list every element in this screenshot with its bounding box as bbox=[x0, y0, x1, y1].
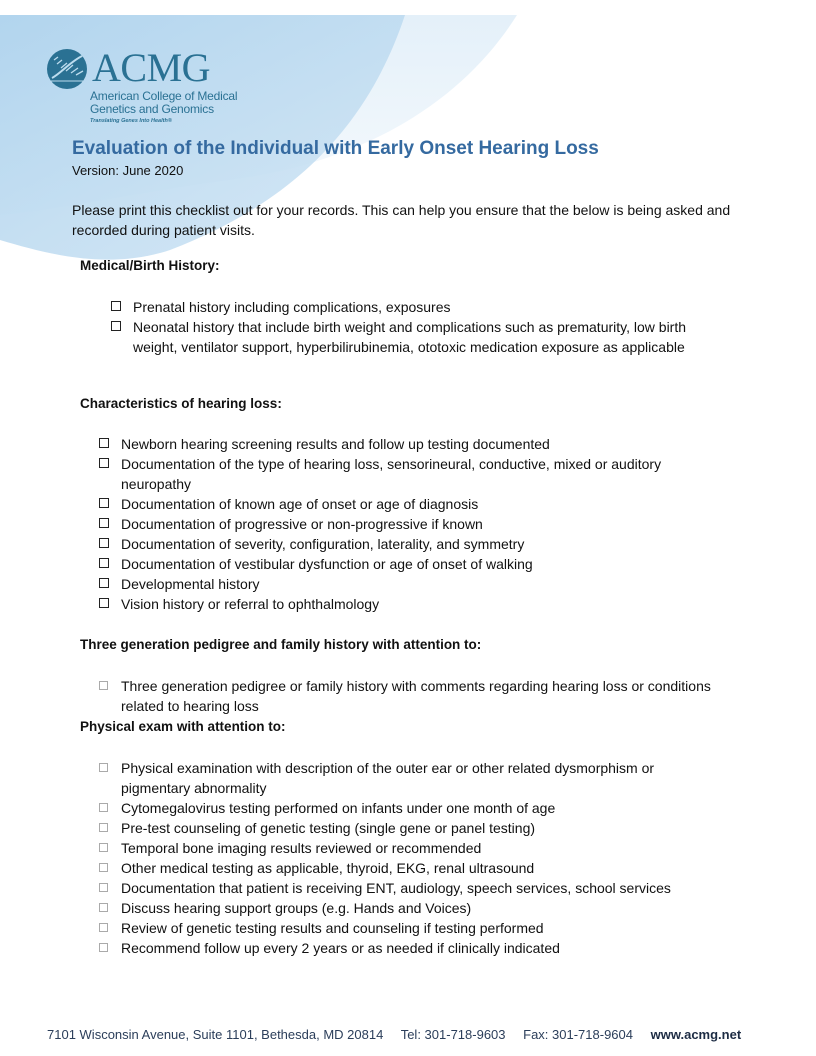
checkbox-icon[interactable] bbox=[99, 903, 108, 912]
checklist-item bbox=[99, 798, 719, 818]
checklist-medical-birth-history bbox=[111, 297, 711, 357]
checklist-item bbox=[99, 434, 719, 454]
dna-globe-icon bbox=[46, 48, 88, 90]
checklist-item bbox=[99, 878, 719, 898]
checklist-item bbox=[99, 918, 719, 938]
checkbox-icon[interactable] bbox=[99, 578, 109, 588]
page-title: Evaluation of the Individual with Early Onset Hearing Loss bbox=[72, 138, 599, 159]
checklist-item bbox=[99, 818, 719, 838]
checklist-item bbox=[99, 898, 719, 918]
checkbox-icon[interactable] bbox=[99, 518, 109, 528]
checkbox-icon[interactable] bbox=[99, 823, 108, 832]
checkbox-icon[interactable] bbox=[99, 558, 109, 568]
checklist-item-label: Vision history or referral to ophthalmology bbox=[121, 596, 380, 612]
footer-tel: Tel: 301-718-9603 bbox=[400, 1027, 506, 1042]
checklist-item-label: Developmental history bbox=[121, 576, 260, 592]
checkbox-icon[interactable] bbox=[99, 438, 109, 448]
checklist-item-label: Documentation of known age of onset or age of diagnosis bbox=[121, 496, 479, 512]
checklist-item-label: Physical examination with description of the outer ear or other related dysmorphism or pigmentary abnormality bbox=[121, 760, 655, 796]
checklist-characteristics bbox=[99, 434, 719, 614]
logo-tagline: Translating Genes Into Health® bbox=[90, 118, 172, 124]
version-label: Version: June 2020 bbox=[72, 163, 184, 178]
section-heading-characteristics: Characteristics of hearing loss: bbox=[80, 396, 282, 411]
section-heading-physical-exam: Physical exam with attention to: bbox=[80, 719, 286, 734]
checklist-item bbox=[99, 534, 719, 554]
checklist-item-label: Newborn hearing screening results and follow up testing documented bbox=[121, 436, 550, 452]
checklist-item bbox=[99, 676, 719, 716]
checklist-physical-exam bbox=[99, 758, 719, 958]
checkbox-icon[interactable] bbox=[99, 923, 108, 932]
checkbox-icon[interactable] bbox=[99, 598, 109, 608]
footer-contact bbox=[47, 1027, 741, 1042]
checkbox-icon[interactable] bbox=[99, 681, 108, 690]
checkbox-icon[interactable] bbox=[99, 863, 108, 872]
checklist-item-label: Other medical testing as applicable, thyroid, EKG, renal ultrasound bbox=[121, 860, 535, 876]
checkbox-icon[interactable] bbox=[99, 458, 109, 468]
logo-subtitle bbox=[90, 90, 237, 116]
checkbox-icon[interactable] bbox=[99, 883, 108, 892]
checkbox-icon[interactable] bbox=[99, 843, 108, 852]
checkbox-icon[interactable] bbox=[111, 321, 121, 331]
section-heading-medical-birth-history: Medical/Birth History: bbox=[80, 258, 220, 273]
checklist-item bbox=[99, 494, 719, 514]
checklist-item bbox=[99, 758, 719, 798]
checklist-item bbox=[99, 838, 719, 858]
footer-website-link[interactable]: www.acmg.net bbox=[650, 1027, 742, 1042]
checklist-item-label: Neonatal history that include birth weight and complications such as prematurity, low birth weight, ventilator support, hyperbilirubinemia, ototoxic medication exposure as applicable bbox=[133, 319, 687, 355]
checklist-item-label: Recommend follow up every 2 years or as needed if clinically indicated bbox=[121, 940, 560, 956]
checklist-item bbox=[99, 938, 719, 958]
checklist-pedigree bbox=[99, 676, 719, 716]
checklist-item-label: Documentation of severity, configuration, laterality, and symmetry bbox=[121, 536, 525, 552]
logo-wordmark: ACMG bbox=[92, 45, 211, 90]
checklist-item-label: Discuss hearing support groups (e.g. Hands and Voices) bbox=[121, 900, 472, 916]
checklist-item bbox=[99, 454, 719, 494]
checklist-item-label: Three generation pedigree or family history with comments regarding hearing loss or conditions related to hearing loss bbox=[121, 678, 711, 714]
checklist-item-label: Cytomegalovirus testing performed on infants under one month of age bbox=[121, 800, 556, 816]
footer-fax: Fax: 301-718-9604 bbox=[523, 1027, 633, 1042]
checkbox-icon[interactable] bbox=[99, 943, 108, 952]
checklist-item-label: Review of genetic testing results and counseling if testing performed bbox=[121, 920, 544, 936]
checklist-item-label: Documentation that patient is receiving ENT, audiology, speech services, school services bbox=[121, 880, 671, 896]
acmg-logo bbox=[46, 45, 246, 128]
checklist-item bbox=[111, 317, 711, 357]
checklist-item bbox=[99, 574, 719, 594]
checklist-item bbox=[99, 554, 719, 574]
logo-subtitle-line1: American College of Medical bbox=[90, 89, 238, 103]
checklist-item-label: Temporal bone imaging results reviewed or recommended bbox=[121, 840, 482, 856]
checklist-item bbox=[99, 594, 719, 614]
checklist-item-label: Documentation of the type of hearing loss, sensorineural, conductive, mixed or auditory neuropathy bbox=[121, 456, 662, 492]
checkbox-icon[interactable] bbox=[99, 803, 108, 812]
logo-subtitle-line2: Genetics and Genomics bbox=[90, 102, 214, 116]
footer-address: 7101 Wisconsin Avenue, Suite 1101, Bethesda, MD 20814 bbox=[47, 1027, 384, 1042]
intro-paragraph: Please print this checklist out for your records. This can help you ensure that the below is being asked and recorded during patient visits. bbox=[72, 202, 731, 238]
checklist-item-label: Pre-test counseling of genetic testing (single gene or panel testing) bbox=[121, 820, 536, 836]
checklist-item-label: Prenatal history including complications, exposures bbox=[133, 299, 451, 315]
checkbox-icon[interactable] bbox=[111, 301, 121, 311]
checklist-item-label: Documentation of progressive or non-progressive if known bbox=[121, 516, 483, 532]
checkbox-icon[interactable] bbox=[99, 498, 109, 508]
checkbox-icon[interactable] bbox=[99, 763, 108, 772]
checklist-item-label: Documentation of vestibular dysfunction or age of onset of walking bbox=[121, 556, 533, 572]
checkbox-icon[interactable] bbox=[99, 538, 109, 548]
checklist-item bbox=[111, 297, 711, 317]
section-heading-pedigree: Three generation pedigree and family history with attention to: bbox=[80, 637, 482, 652]
checklist-item bbox=[99, 514, 719, 534]
checklist-item bbox=[99, 858, 719, 878]
